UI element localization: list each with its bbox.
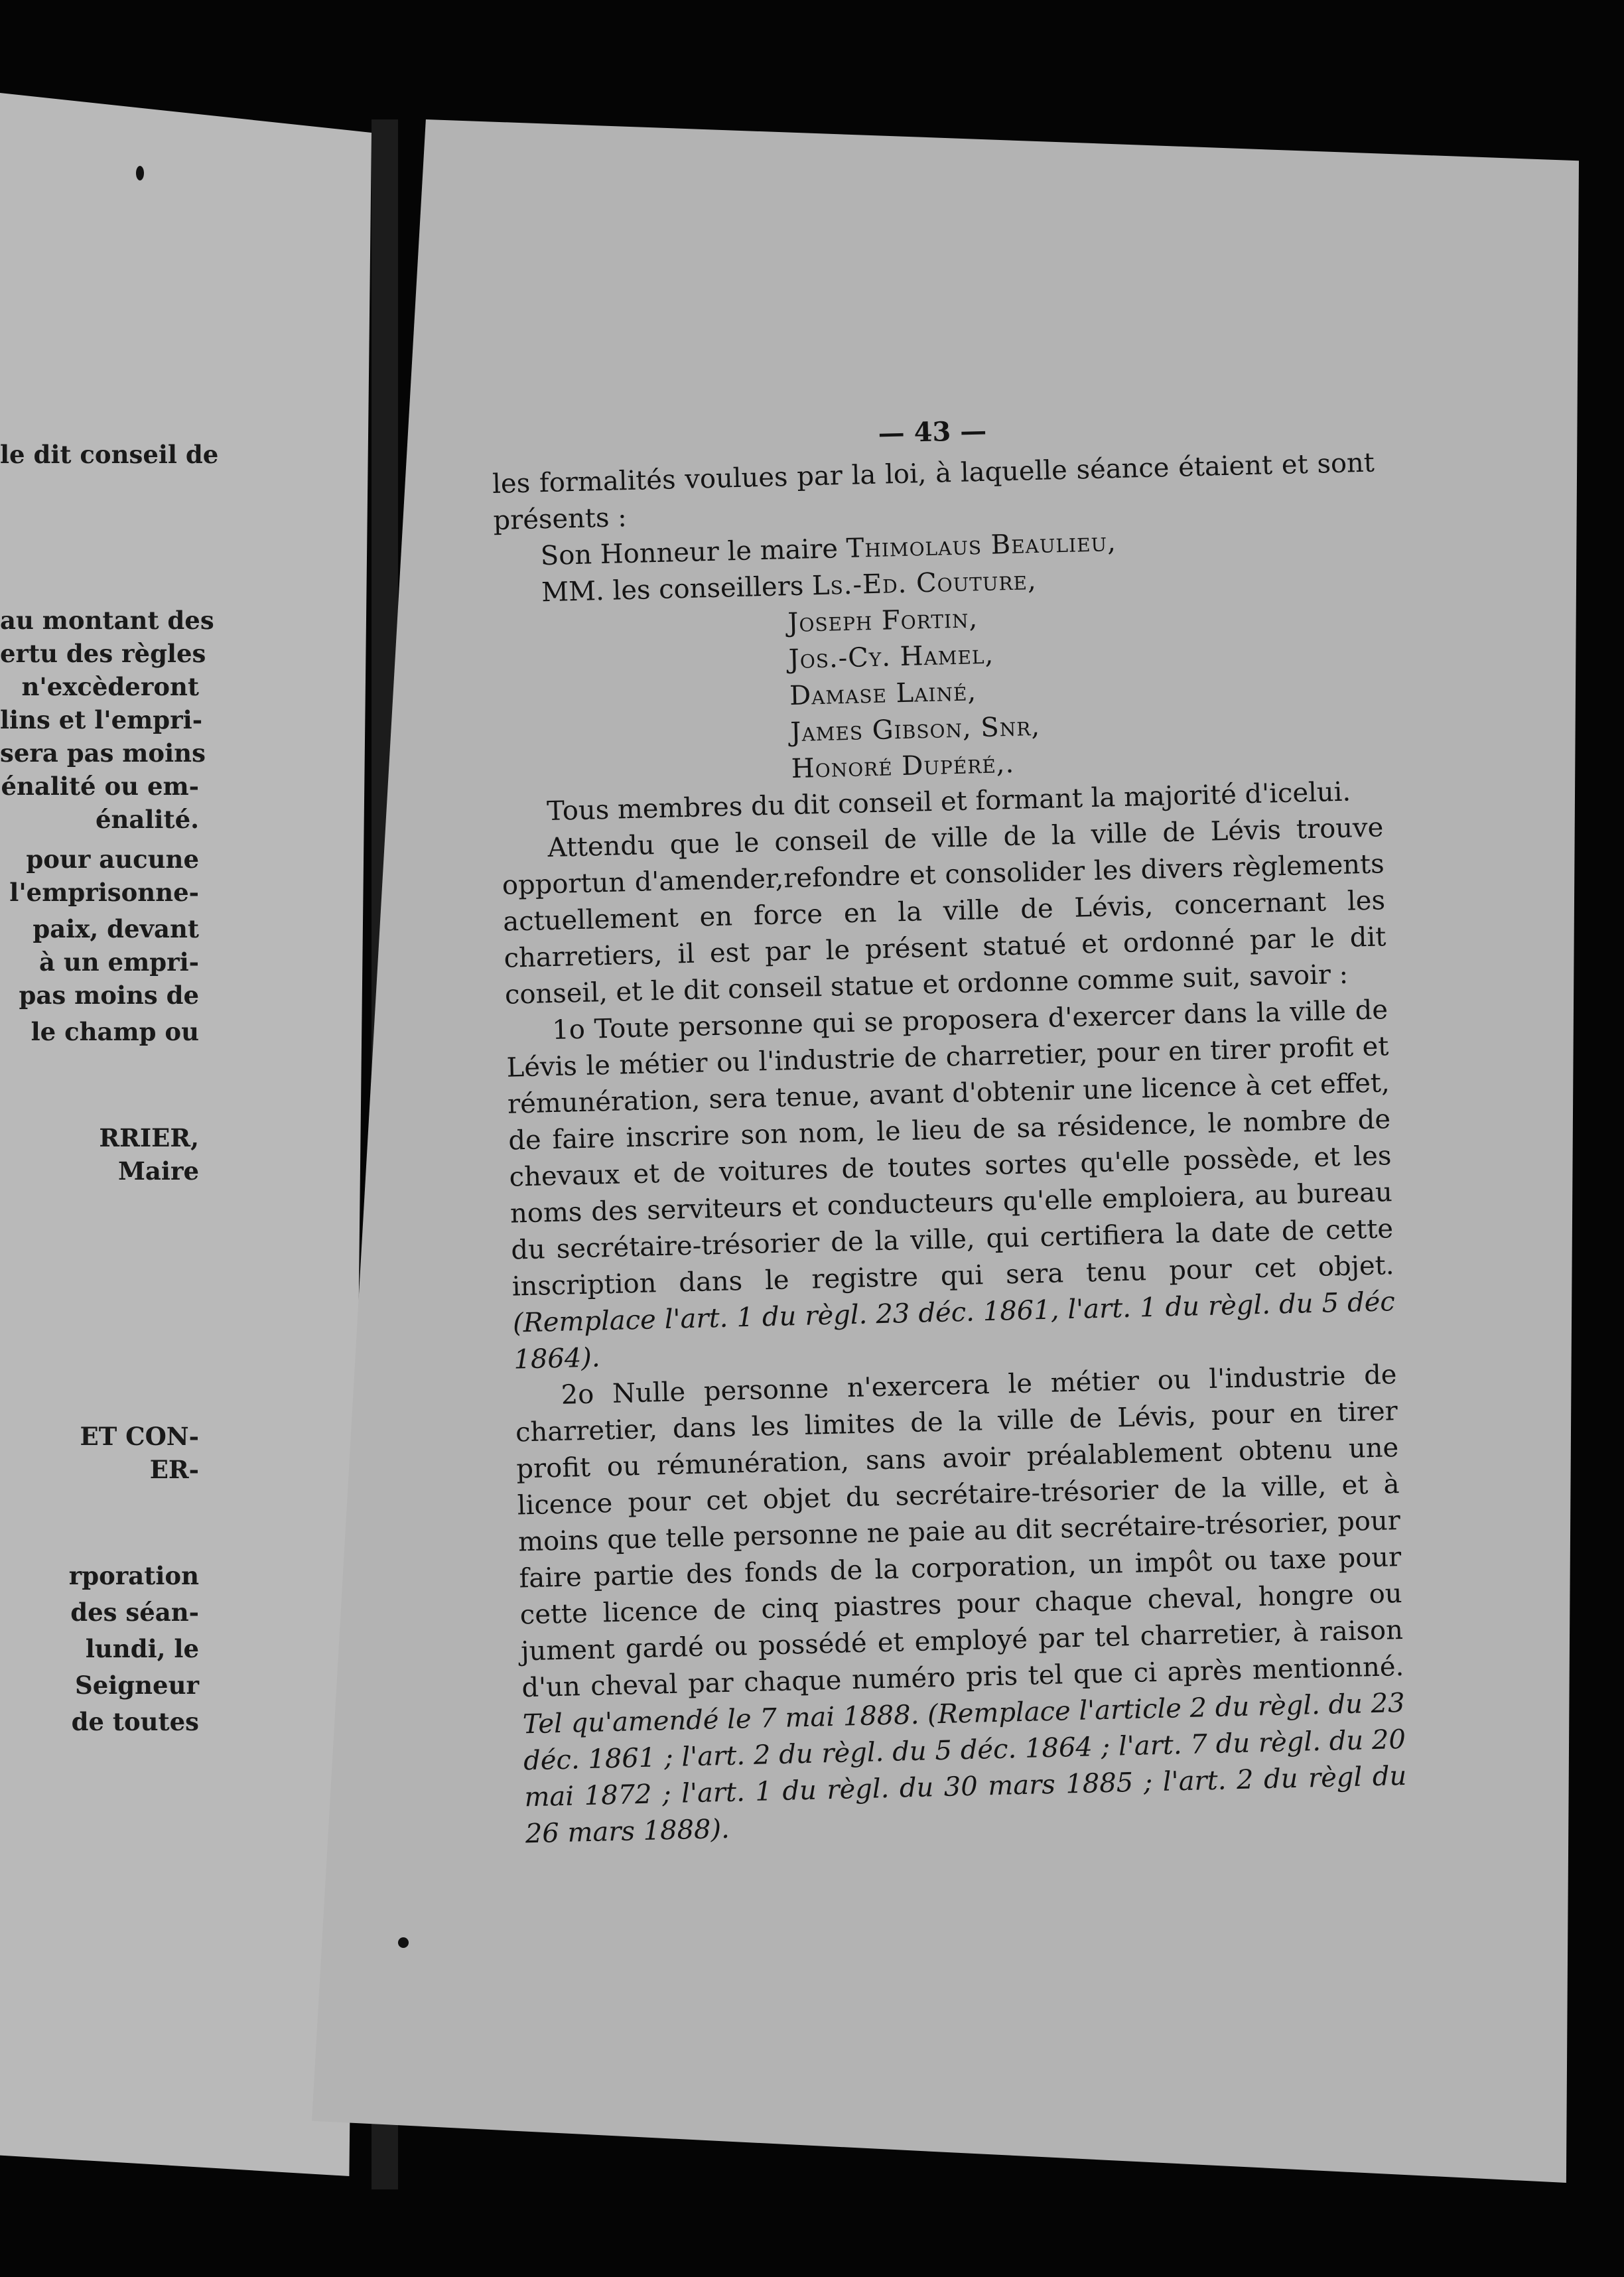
members-line: Tous membres du dit conseil et formant la majorité d'icelui. bbox=[546, 776, 1351, 827]
ink-speck bbox=[136, 166, 144, 180]
left-page-fragment: pour aucune bbox=[26, 845, 199, 874]
left-page-fragment: énalité ou em- bbox=[1, 772, 199, 801]
left-page-fragment: à un empri- bbox=[38, 947, 199, 977]
left-page-fragment: sera pas moins bbox=[0, 738, 206, 768]
left-page-fragment: Seigneur bbox=[74, 1671, 199, 1700]
article-1: 1o Toute personne qui se proposera d'exercer dans la ville de Lévis le métier ou l'industrie de charretier, pour en tirer profit et rémunération, sera tenue, avant d'obtenir une licence à cet effet, de faire inscrire son nom, le lieu de sa résidence, le nombre de chevaux et de voitures de toutes sortes qu'elle possède, et les noms des serviteurs et conducteurs qu'elle emploiera, au bureau du secrétaire-trésorier de la ville, qui certifiera la date de cette inscription dans le registre qui sera tenu pour cet objet. (Remplace l'art. 1 du règl. 23 déc. 1861, l'art. 1 du règl. du 5 déc 1864). bbox=[506, 995, 1396, 1375]
left-page-fragment: paix, devant bbox=[33, 914, 199, 943]
left-page-fragment: au montant des bbox=[0, 606, 214, 635]
roster-councillors: MM. les conseillers Ls.-Ed. Couture, bbox=[541, 565, 1038, 608]
page-text bbox=[491, 403, 1408, 1853]
left-page-fragment: rporation bbox=[68, 1561, 199, 1590]
left-page-fragment: l'emprisonne- bbox=[9, 878, 199, 907]
article-2: 2o Nulle personne n'exercera le métier ou l'industrie de charretier, dans les limites de la ville de Lévis, pour en tirer profit ou rémunération, sans avoir préalablement obtenu une licence pour cet objet du secrétaire-trésorier de la ville, et à moins que telle personne ne paie au dit secrétaire-trésorier, pour faire partie des fonds de la corporation, un impôt ou taxe pour cette licence de cinq piastres pour chaque cheval, hongre ou jument gardé ou possédé et employé par tel charretier, à raison d'un cheval par chaque numéro pris tel que ci après mentionné. Tel qu'amendé le 7 mai 1888. (Remplace l'article 2 du règl. du 23 déc. 1861 ; l'art. 2 du règl. du 5 déc. 1864 ; l'art. 7 du règl. du 20 mai 1872 ; l'art. 1 du règl. du 30 mars 1885 ; l'art. 2 du règl du 26 mars 1888). bbox=[515, 1359, 1407, 1850]
left-page-fragment: lins et l'empri- bbox=[0, 705, 203, 734]
roster-name: James Gibson, Snr, bbox=[789, 711, 1041, 748]
left-page-fragment: Maire bbox=[117, 1156, 199, 1186]
left-page-fragment: pas moins de bbox=[19, 981, 199, 1010]
roster-name: Joseph Fortin, bbox=[787, 603, 979, 639]
article-2-note: Tel qu'amendé le 7 mai 1888. (Remplace l'article 2 du règl. du 23 déc. 1861 ; l'art. 2 du règl. du 5 déc. 1864 ; l'art. 7 du règl. du 20 mai 1872 ; l'art. 1 du règl. du 30 mars 1885 ; l'art. 2 du règl du 26 mars 1888). bbox=[522, 1687, 1407, 1850]
roster-name: Jos.-Cy. Hamel, bbox=[788, 639, 994, 675]
left-page-fragment: ertu des règles bbox=[0, 639, 206, 668]
ink-speck bbox=[398, 1937, 409, 1948]
page-number: — 43 — bbox=[878, 415, 987, 449]
left-page-fragment: le champ ou bbox=[31, 1017, 199, 1046]
article-1-note: (Remplace l'art. 1 du règl. 23 déc. 1861, l'art. 1 du règl. du 5 déc 1864). bbox=[512, 1286, 1396, 1375]
roster-name: Damase Lainé, bbox=[789, 676, 977, 712]
attendu-paragraph: Attendu que le conseil de ville de la ville de Lévis trouve opportun d'amender,refondre et consolider les divers règlements actuellement en force en la ville de Lévis, concernant les charretiers, il est par le présent statué et ordonné par le dit conseil, et le dit conseil statue et ordonne comme suit, savoir : bbox=[502, 812, 1387, 1010]
roster bbox=[494, 518, 1382, 794]
left-page-fragment: énalité. bbox=[95, 805, 199, 834]
left-page-fragment: ET CON- bbox=[80, 1422, 199, 1451]
left-page-fragment: ER- bbox=[149, 1455, 199, 1484]
roster-mayor: Son Honneur le maire Thimolaus Beaulieu, bbox=[540, 527, 1117, 572]
intro-line: les formalités voulues par la loi, à laquelle séance étaient et sont présents : bbox=[492, 447, 1375, 536]
roster-name: Honoré Dupéré,. bbox=[791, 748, 1015, 785]
left-page-fragment: le dit conseil de bbox=[0, 440, 219, 469]
left-page-fragment: de toutes bbox=[71, 1707, 199, 1736]
left-page-fragment: lundi, le bbox=[85, 1634, 199, 1663]
left-page-fragment: des séan- bbox=[70, 1598, 199, 1627]
left-page-fragment: RRIER, bbox=[99, 1123, 199, 1152]
left-page-fragment: n'excèderont bbox=[21, 672, 199, 701]
